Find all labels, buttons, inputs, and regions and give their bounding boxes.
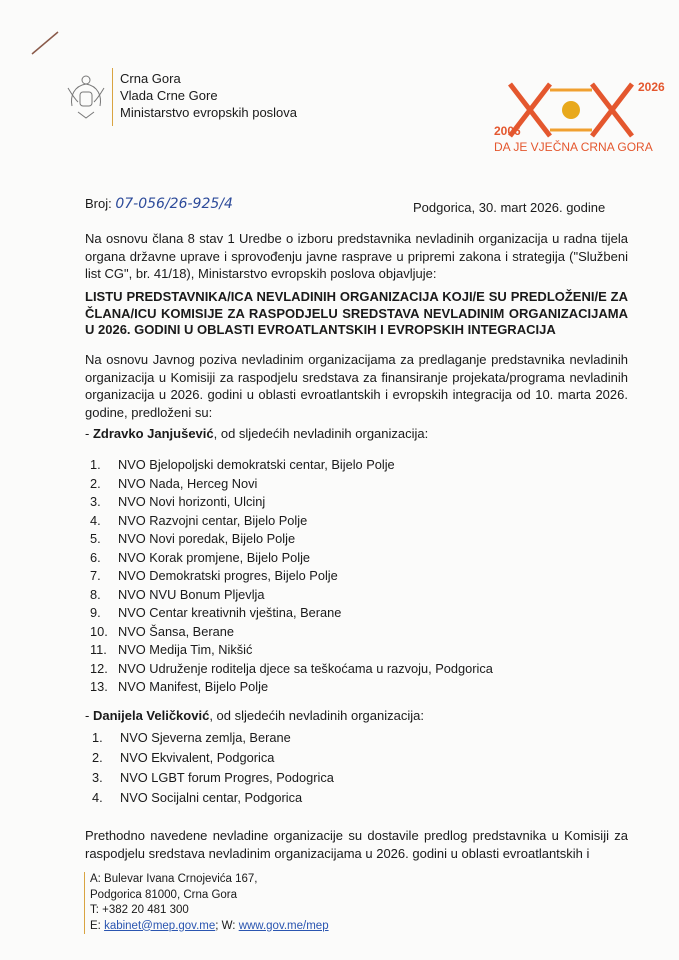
item-number: 3.: [92, 770, 103, 785]
item-number: 1.: [90, 457, 101, 472]
reference-handwritten: 07-056/26-925/4: [115, 196, 233, 212]
org-name: NVO Demokratski progres, Bijelo Polje: [118, 568, 338, 583]
web-label: ; W:: [215, 919, 239, 932]
coat-of-arms-icon: [66, 72, 106, 122]
header-divider: [112, 68, 113, 126]
call-paragraph: Na osnovu Javnog poziva nevladinim organizacijama za predlaganje predstavnika nevladinih organizacija u Komisiji za raspodjelu sredstava za finansiranje projekata/programa nevladinih organizacija u 2026. godini u oblasti evroatlantskih i evropskih integracija od 10. marta 2026. godine, predloženi su:: [85, 352, 628, 420]
email-label: E:: [90, 919, 105, 932]
org-list-item: [90, 476, 257, 491]
candidate-suffix: , od sljedećih nevladinih organizacija:: [213, 426, 429, 441]
org-list-item: [90, 568, 338, 583]
org-list-item: [90, 642, 252, 657]
org-list-item: [90, 531, 295, 546]
org-name: NVO NVU Bonum Pljevlja: [118, 586, 265, 602]
org-list-item: [90, 550, 310, 565]
item-number: 1.: [92, 730, 103, 745]
item-number: 7.: [90, 568, 101, 583]
item-number: 13.: [90, 679, 108, 694]
org-name: NVO Socijalni centar, Podgorica: [120, 790, 303, 805]
government-name: Vlada Crne Gore: [120, 88, 218, 103]
reference-number: [85, 196, 233, 212]
footer-contact: [84, 872, 329, 934]
candidate-1: - Zdravko Janjušević, od sljedećih nevladinih organizacija:: [85, 426, 429, 441]
org-name: NVO Bjelopoljski demokratski centar, Bijelo Polje: [118, 457, 395, 472]
org-list-item: [90, 605, 341, 620]
item-number: 11.: [90, 642, 107, 657]
item-number: 2.: [90, 475, 101, 491]
item-number: 12.: [90, 660, 108, 676]
country-name: Crna Gora: [120, 71, 181, 86]
anniversary-logo: [492, 80, 665, 160]
org-name: NVO Sjeverna zemlja, Berane: [120, 730, 291, 745]
org-list-item: [92, 730, 291, 745]
org-list-item: [90, 679, 268, 694]
org-list-item: [90, 513, 307, 528]
org-name: NVO Manifest, Bijelo Polje: [118, 679, 269, 694]
item-number: 5.: [90, 531, 101, 546]
web-link[interactable]: www.gov.me/mep: [238, 919, 329, 932]
footer-city: Podgorica 81000, Crna Gora: [90, 888, 238, 901]
org-name: NVO Korak promjene, Bijelo Polje: [118, 549, 311, 565]
document-title: LISTU PREDSTAVNIKA/ICA NEVLADINIH ORGANIZACIJA KOJI/E SU PREDLOŽENI/E ZA ČLANA/ICU KOMISIJE ZA RASPODJELU SREDSTAVA NEVLADINIM ORGANIZACIJAMA U 2026. GODINI U OBLASTI EVROATLANTSKIH I EVROPSKIH INTEGRACIJA: [85, 289, 628, 337]
org-name: NVO Novi poredak, Bijelo Polje: [118, 531, 296, 546]
reference-label: Broj:: [85, 196, 112, 211]
org-list-item: [92, 790, 302, 805]
org-name: NVO Centar kreativnih vještina, Berane: [118, 605, 342, 620]
org-list-item: [92, 750, 274, 765]
logo-slogan: DA JE VJEČNA CRNA GORA: [494, 140, 653, 154]
place-date: Podgorica, 30. mart 2026. godine: [413, 200, 606, 215]
item-number: 10.: [90, 623, 108, 639]
item-number: 2.: [92, 750, 103, 765]
logo-year-start: 2006: [494, 124, 521, 138]
org-name: NVO Šansa, Berane: [118, 623, 234, 639]
org-list-item: [90, 457, 395, 472]
ministry-name: Ministarstvo evropskih poslova: [120, 105, 298, 120]
org-list-item: [90, 661, 493, 676]
item-number: 6.: [90, 549, 101, 565]
logo-year-end: 2026: [638, 80, 665, 94]
org-name: NVO Razvojni centar, Bijelo Polje: [118, 512, 308, 528]
candidate-suffix: , od sljedećih nevladinih organizacija:: [209, 708, 424, 723]
candidate-2: - Danijela Veličković, od sljedećih nevladinih organizacija:: [85, 708, 424, 723]
org-list-item: [90, 587, 265, 602]
institution-header: [120, 70, 297, 121]
footer-phone: T: +382 20 481 300: [90, 904, 189, 916]
item-number: 4.: [90, 512, 101, 528]
org-list-item: [90, 494, 265, 509]
org-name: NVO Ekvivalent, Podgorica: [120, 750, 275, 765]
closing-paragraph: Prethodno navedene nevladine organizacije su dostavile predlog predstavnika u Komisiji za raspodjelu sredstava nevladinim organizacijama u 2026. godini u oblasti evroatlantskih i: [85, 828, 628, 861]
item-number: 8.: [90, 586, 101, 602]
org-name: NVO Medija Tim, Nikšić: [118, 642, 253, 657]
org-list-item: [90, 624, 234, 639]
org-name: NVO Nada, Herceg Novi: [118, 475, 258, 491]
intro-paragraph: Na osnovu člana 8 stav 1 Uredbe o izboru predstavnika nevladinih organizacija u radna tijela organa državne uprave i sprovođenju javne rasprave u pripremi zakona i strategija ("Službeni list CG", br. 41/18), Ministarstvo evropskih poslova objavljuje:: [85, 231, 628, 281]
pen-mark: [30, 30, 60, 56]
item-number: 9.: [90, 605, 101, 620]
candidate-name: Danijela Veličković: [92, 708, 210, 723]
org-name: NVO Udruženje roditelja djece sa teškoćama u razvoju, Podgorica: [118, 660, 493, 676]
item-number: 3.: [90, 494, 101, 509]
org-list-item: [92, 770, 334, 785]
item-number: 4.: [92, 790, 103, 805]
email-link[interactable]: kabinet@mep.gov.me: [104, 919, 216, 932]
candidate-name: Zdravko Janjušević: [92, 426, 214, 441]
org-name: NVO Novi horizonti, Ulcinj: [118, 494, 266, 509]
footer-address: A: Bulevar Ivana Crnojevića 167,: [90, 873, 258, 885]
org-name: NVO LGBT forum Progres, Podogrica: [120, 770, 334, 785]
